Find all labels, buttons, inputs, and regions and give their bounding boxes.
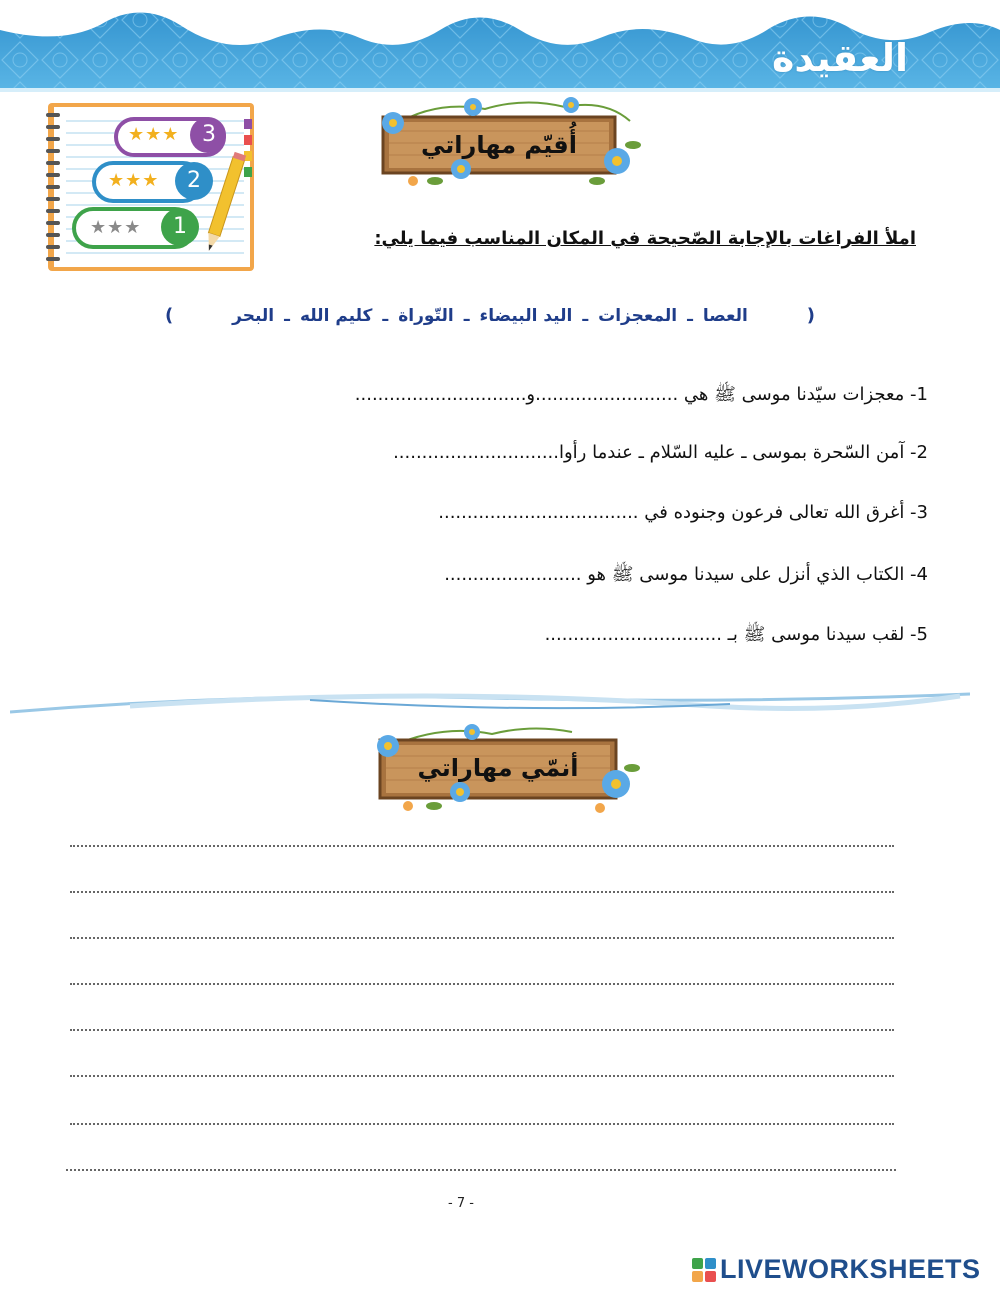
word-bank-item: كليم الله: [299, 305, 373, 326]
writing-line[interactable]: [66, 1169, 896, 1171]
writing-line[interactable]: [70, 891, 894, 893]
word-bank-open-paren: (: [806, 305, 815, 326]
word-bank-separator: ـ: [582, 305, 589, 326]
brand-name: LIVEWORKSHEETS: [720, 1254, 981, 1284]
word-bank-item: العصا: [702, 305, 748, 326]
level-1-number: 1: [173, 214, 187, 239]
instruction-text: املأ الفراغات بالإجابة الصّحيحة في المكان المناسب فيما يلي:: [374, 228, 916, 249]
section-2-title: أنمّي مهاراتي: [417, 754, 579, 782]
word-bank-separator: ـ: [463, 305, 470, 326]
writing-line[interactable]: [70, 1075, 894, 1077]
word-bank-item: اليد البيضاء: [479, 305, 573, 326]
word-bank-item: البحر: [232, 305, 275, 326]
level-2-stars: ★★★: [108, 170, 160, 191]
level-1-stars: ★★★: [90, 217, 142, 238]
level-3-number: 3: [202, 122, 216, 147]
liveworksheets-logo-icon: [692, 1258, 716, 1282]
notebook-illustration: [44, 101, 258, 273]
header-banner: [0, 0, 1000, 92]
question-5[interactable]: 5- لقب سيدنا موسى ﷺ بـ ...............................: [544, 624, 928, 645]
page-number: - 7 -: [448, 1196, 474, 1211]
subject-title: العقيدة: [772, 36, 908, 80]
word-bank-separator: ـ: [382, 305, 389, 326]
word-bank: [165, 305, 815, 326]
level-3-stars: ★★★: [128, 124, 180, 145]
writing-line[interactable]: [70, 1029, 894, 1031]
writing-line[interactable]: [70, 983, 894, 985]
level-2-number: 2: [187, 168, 201, 193]
question-4[interactable]: 4- الكتاب الذي أنزل على سيدنا موسى ﷺ هو ........................: [444, 564, 928, 585]
writing-line[interactable]: [70, 937, 894, 939]
section-2-title-sign: [372, 724, 642, 822]
writing-line[interactable]: [70, 845, 894, 847]
word-bank-separator: ـ: [687, 305, 693, 326]
brand-footer: [692, 1254, 981, 1285]
word-bank-words: [232, 306, 748, 326]
word-bank-separator: ـ: [284, 305, 290, 326]
question-1[interactable]: 1- معجزات سيّدنا موسى ﷺ هي .........................و..............................: [354, 384, 928, 405]
question-3[interactable]: 3- أغرق الله تعالى فرعون وجنوده في ...................................: [438, 502, 928, 523]
section-1-title-sign: [375, 95, 645, 195]
word-bank-item: التّوراة: [398, 305, 454, 326]
word-bank-item: المعجزات: [598, 305, 678, 326]
divider-swoosh: [10, 684, 970, 724]
writing-line[interactable]: [70, 1123, 894, 1125]
word-bank-close-paren: ): [165, 305, 174, 326]
question-2[interactable]: 2- آمن السّحرة بموسى ـ عليه السّلام ـ عندما رأوا.............................: [393, 442, 928, 463]
section-divider: [10, 684, 970, 724]
section-1-title: أُقيّم مهاراتي: [421, 131, 577, 159]
